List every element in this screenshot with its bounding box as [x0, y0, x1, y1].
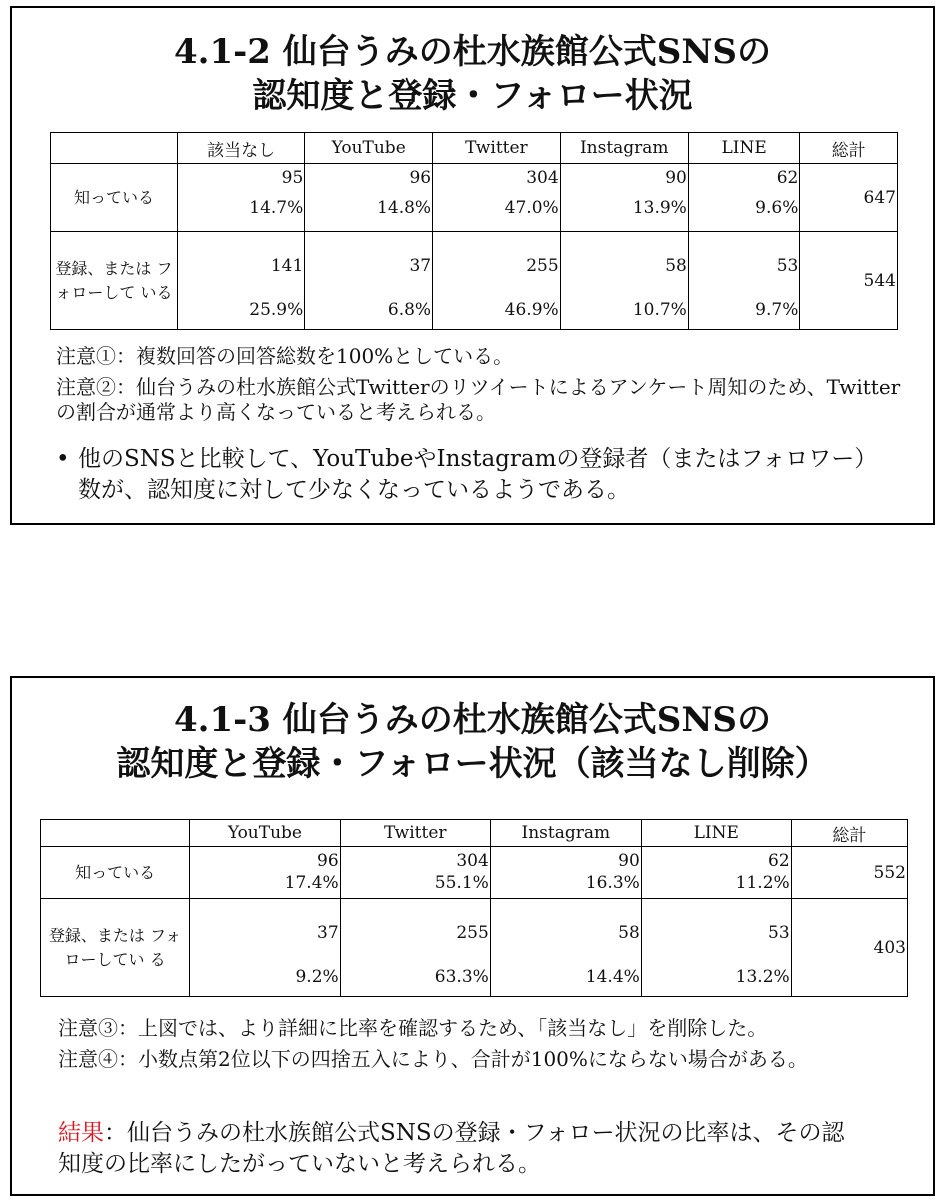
header-empty	[51, 133, 178, 164]
table-cell	[177, 164, 304, 232]
table-cell	[433, 232, 561, 330]
percent: 14.4%	[585, 967, 640, 987]
row-label: 知っている	[51, 164, 178, 232]
slide-title	[12, 30, 933, 118]
result-label: 結果	[58, 1120, 104, 1146]
percent: 47.0%	[504, 198, 559, 218]
count: 96	[317, 851, 339, 871]
percent: 11.2%	[735, 873, 790, 893]
count: 58	[618, 923, 640, 943]
percent: 10.7%	[632, 300, 687, 320]
count: 141	[270, 256, 304, 276]
count: 95	[281, 168, 304, 188]
bullet-text: 他のSNSと比較して、YouTubeやInstagramの登録者（またはフォロワー）数が、認知度に対して少なくなっているようである。	[78, 446, 878, 503]
row-label: 登録、または フォローしてい る	[41, 899, 190, 997]
table-cell	[433, 164, 561, 232]
percent: 63.3%	[434, 967, 489, 987]
header-row	[51, 133, 898, 164]
title-line-2: 認知度と登録・フォロー状況	[252, 76, 693, 116]
count: 304	[456, 851, 489, 871]
count: 37	[409, 256, 432, 276]
table-cell	[688, 164, 800, 232]
table-row	[41, 847, 908, 899]
count: 96	[409, 168, 432, 188]
notes	[56, 344, 906, 431]
table-row	[41, 899, 908, 997]
count: 255	[526, 256, 559, 276]
slide-4-1-2	[10, 6, 935, 525]
note-3: 注意③：上図では、より詳細に比率を確認するため、「該当なし」を削除した。	[58, 1016, 768, 1040]
header-line: LINE	[641, 820, 791, 847]
row-label: 知っている	[41, 847, 190, 899]
count: 90	[665, 168, 687, 188]
note-2: 注意②：仙台うみの杜水族館公式Twitterのリツイートによるアンケート周知のため、Twitterの割合が通常より高くなっていると考えられる。	[56, 375, 901, 424]
percent: 13.2%	[735, 967, 790, 987]
table-cell	[190, 899, 341, 997]
note-1: 注意①：複数回答の回答総数を100%としている。	[56, 344, 514, 368]
header-line: LINE	[688, 133, 800, 164]
table-cell	[190, 847, 341, 899]
percent: 9.7%	[755, 300, 799, 320]
percent: 6.8%	[387, 300, 432, 320]
header-youtube: YouTube	[190, 820, 341, 847]
title-line-1: 4.1-3 仙台うみの杜水族館公式SNSの	[174, 700, 771, 740]
table-cell	[177, 232, 304, 330]
table-cell	[340, 899, 490, 997]
table-cell	[560, 232, 688, 330]
bullet-symbol: •	[56, 446, 70, 472]
percent: 16.3%	[585, 873, 640, 893]
count: 62	[768, 851, 790, 871]
row-total: 552	[791, 847, 907, 899]
row-label: 登録、または フォローして いる	[51, 232, 178, 330]
title-line-1: 4.1-2 仙台うみの杜水族館公式SNSの	[174, 32, 771, 72]
count: 90	[618, 851, 640, 871]
count: 304	[526, 168, 559, 188]
sns-table	[40, 819, 908, 997]
table-cell	[305, 232, 433, 330]
count: 37	[317, 923, 339, 943]
header-total: 総計	[800, 133, 898, 164]
count: 58	[665, 256, 687, 276]
table-cell	[641, 899, 791, 997]
count: 53	[768, 923, 790, 943]
percent: 9.6%	[755, 198, 799, 218]
bullet-point	[56, 444, 896, 506]
table-cell	[560, 164, 688, 232]
table-row	[51, 232, 898, 330]
header-instagram: Instagram	[490, 820, 641, 847]
percent: 17.4%	[284, 873, 339, 893]
sns-table	[50, 132, 898, 330]
header-total: 総計	[791, 820, 907, 847]
row-total: 403	[791, 899, 907, 997]
table-cell	[490, 847, 641, 899]
percent: 14.7%	[249, 198, 304, 218]
percent: 25.9%	[249, 300, 304, 320]
note-4: 注意④：小数点第2位以下の四捨五入により、合計が100%にならない場合がある。	[58, 1047, 808, 1071]
table-cell	[305, 164, 433, 232]
header-youtube: YouTube	[305, 133, 433, 164]
header-instagram: Instagram	[560, 133, 688, 164]
percent: 9.2%	[295, 967, 339, 987]
count: 62	[776, 168, 799, 188]
percent: 14.8%	[377, 198, 432, 218]
row-total: 544	[800, 232, 898, 330]
table-cell	[490, 899, 641, 997]
header-row	[41, 820, 908, 847]
row-total: 647	[800, 164, 898, 232]
header-twitter: Twitter	[340, 820, 490, 847]
percent: 46.9%	[504, 300, 559, 320]
table-cell	[688, 232, 800, 330]
percent: 13.9%	[632, 198, 687, 218]
result-text: ：仙台うみの杜水族館公式SNSの登録・フォロー状況の比率は、その認知度の比率にしたがっていないと考えられる。	[58, 1120, 845, 1177]
slide-title	[12, 698, 933, 786]
header-empty	[41, 820, 190, 847]
percent: 55.1%	[434, 873, 489, 893]
table-row	[51, 164, 898, 232]
table-cell	[340, 847, 490, 899]
result-statement	[58, 1118, 858, 1180]
slide-4-1-3	[10, 676, 935, 1196]
notes	[58, 1016, 918, 1078]
header-none: 該当なし	[177, 133, 304, 164]
count: 53	[776, 256, 799, 276]
header-twitter: Twitter	[433, 133, 561, 164]
count: 255	[456, 923, 489, 943]
table-cell	[641, 847, 791, 899]
title-line-2: 認知度と登録・フォロー状況（該当なし削除）	[116, 744, 829, 784]
